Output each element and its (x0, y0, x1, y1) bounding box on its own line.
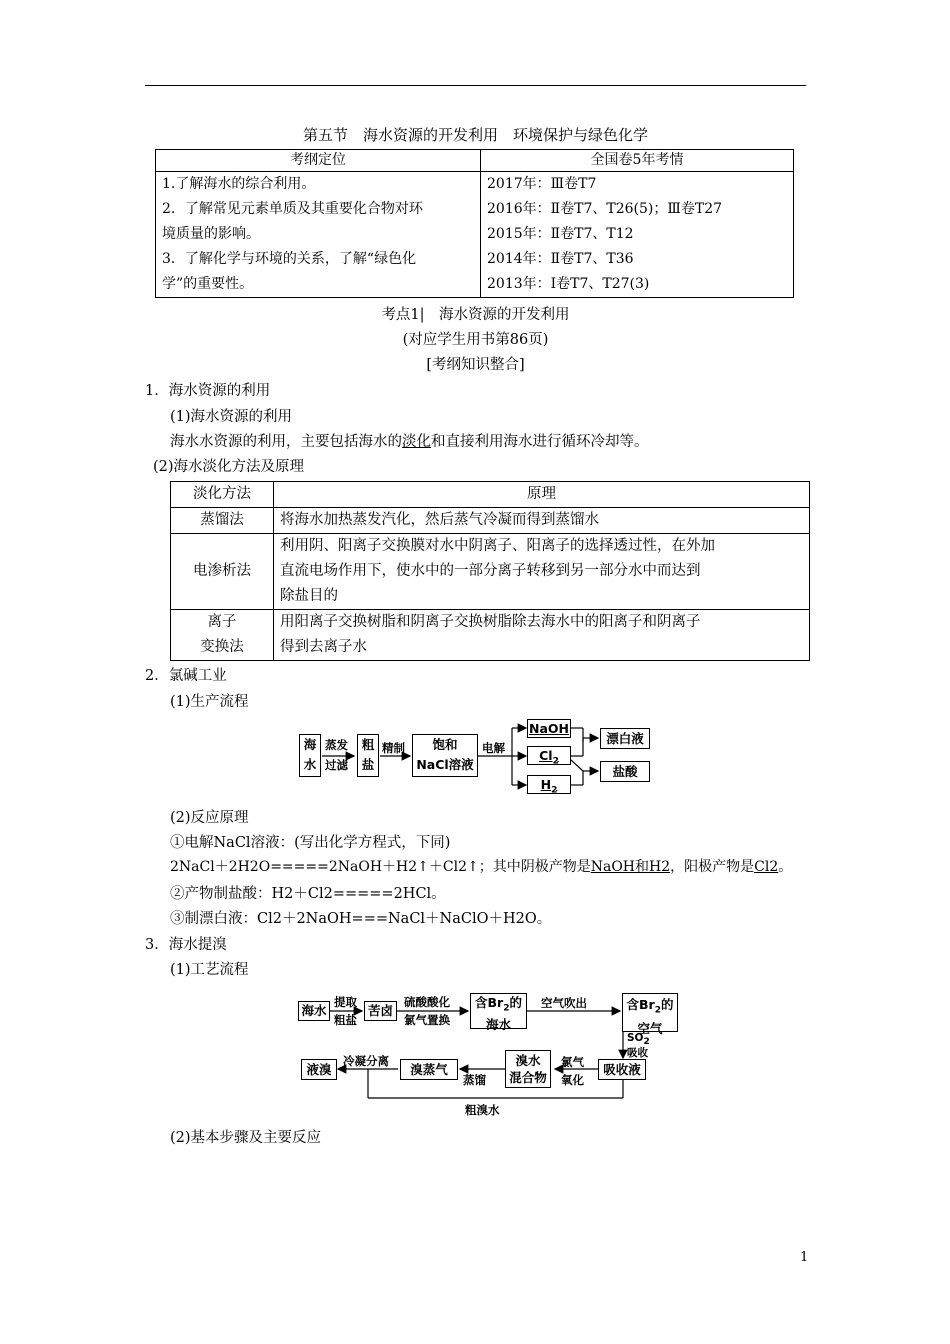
table-row (171, 508, 810, 534)
flow-box-cl2: $Cl_2$ (527, 746, 571, 765)
flow-box-crude-salt: 粗 盐 (357, 734, 379, 777)
dh-principle: 将海水加热蒸发汽化，然后蒸气冷凝而得到蒸馏水 (274, 508, 810, 534)
dh-principle: 用阳离子交换树脂和阴离子交换树脂除去海水中的阳离子和阴离子 得到去离子水 (274, 610, 810, 661)
year-line: 2013年：Ⅰ卷T7、T27(3) (487, 276, 650, 292)
dh-principle: 利用阴、阳离子交换膜对水中阴离子、阳离子的选择透过性，在外加 直流电场作用下，使水中的一部分离子转移到另一部分水中而达到 除盐目的 (274, 534, 810, 610)
br-label-oxidize: 氧化 (561, 1073, 584, 1087)
dh-method: 电渗析法 (171, 534, 274, 610)
dh-header-principle: 原理 (274, 482, 810, 508)
br-box-liquid-bromine: 液溴 (301, 1059, 337, 1080)
bromine-flowchart: 海水 提取 粗盐 苦卤 硫酸酸化 氯气置换 含$Br_2$的 海水 空气吹出 含$Br_2$的 空气 $SO_2$ 吸收 吸收液 氯气 氧化 溴水 混合物 蒸馏 溴蒸气 冷凝分离 液溴 粗溴水 (0, 0, 950, 1344)
kaogang-table (155, 149, 794, 298)
br-label-air-blow: 空气吹出 (541, 996, 587, 1010)
section-1-heading: 1．海水资源的利用 (145, 383, 271, 399)
br-label-absorb: 吸收 (627, 1047, 648, 1059)
br-label-chlorine-replace: 氯气置换 (404, 1013, 450, 1027)
flow-label-evaporate: 蒸发 (325, 738, 348, 752)
flow-box-naoh: NaOH (527, 719, 571, 738)
br-box-absorbent: 吸收液 (598, 1059, 646, 1080)
dh-method: 蒸馏法 (171, 508, 274, 534)
section-1-sub2: (2)海水淡化方法及原理 (153, 459, 305, 475)
br-label-crude-salt: 粗盐 (334, 1013, 357, 1027)
section-bracket: [考纲知识整合] (426, 357, 525, 373)
desalination-table (170, 481, 810, 661)
page-number: 1 (800, 1250, 809, 1265)
page-title: 第五节 海水资源的开发利用 环境保护与绿色化学 (302, 126, 648, 144)
section-1-sub1: (1)海水资源的利用 (170, 409, 293, 425)
section-2-sub1: (1)生产流程 (170, 694, 249, 710)
reaction-line-1: ①电解NaCl溶液：(写出化学方程式，下同) (170, 835, 451, 851)
dh-method: 离子 变换法 (171, 610, 274, 661)
br-label-chlorine: 氯气 (561, 1055, 584, 1069)
flow-box-bleach: 漂白液 (600, 728, 650, 749)
reaction-line-2: 2NaCl＋2H2O=====2NaOH＋H2↑＋Cl2↑；其中阴极产物是NaOH和H2，阳极产物是Cl2。 (170, 859, 793, 875)
table-row (171, 610, 810, 661)
section-1-paragraph: 海水水资源的利用，主要包括海水的淡化和直接利用海水进行循环冷却等。 (170, 434, 649, 450)
flow-box-hcl: 盐酸 (600, 761, 650, 782)
goal-line: 2．了解常见元素单质及其重要化合物对环 (162, 201, 423, 217)
year-line: 2014年：Ⅱ卷T7、T36 (487, 251, 634, 267)
br-box-br2-air: 含$Br_2$的 空气 (622, 993, 678, 1032)
flow-label-filter: 过滤 (325, 758, 348, 772)
flow-label-electrolysis: 电解 (482, 741, 505, 755)
goal-line: 1.了解海水的综合利用。 (162, 176, 316, 192)
goal-line: 境质量的影响。 (162, 226, 260, 242)
section-2-sub2: (2)反应原理 (170, 810, 249, 826)
dh-header-method: 淡化方法 (171, 482, 274, 508)
table-row (171, 534, 810, 610)
flow-box-saturated-nacl: 饱和 NaCl溶液 (412, 734, 478, 777)
kaogang-goals (156, 172, 481, 298)
goal-line: 学”的重要性。 (162, 276, 254, 292)
br-label-distill: 蒸馏 (463, 1073, 486, 1087)
br-box-bromine-water: 溴水 混合物 (505, 1050, 551, 1088)
book-reference: (对应学生用书第86页) (402, 332, 549, 348)
br-label-extract: 提取 (334, 995, 357, 1009)
flow-box-seawater: 海 水 (299, 734, 321, 777)
year-line: 2016年：Ⅱ卷T7、T26(5)；Ⅲ卷T27 (487, 201, 723, 217)
br-box-bromine-vapor: 溴蒸气 (400, 1059, 458, 1080)
br-box-bittern: 苦卤 (364, 1001, 397, 1021)
flow-box-h2: $H_2$ (527, 775, 571, 794)
section-3-heading: 3．海水提溴 (145, 937, 227, 953)
flow-label-refine: 精制 (382, 741, 405, 755)
br-label-condense: 冷凝分离 (343, 1054, 389, 1068)
br-label-acidify: 硫酸酸化 (404, 995, 450, 1009)
kaodian-heading: 考点1| 海水资源的开发利用 (381, 307, 570, 323)
header-rule (145, 85, 806, 86)
kaogang-header-left: 考纲定位 (156, 150, 481, 172)
section-3-sub2: (2)基本步骤及主要反应 (170, 1130, 322, 1146)
section-2-heading: 2．氯碱工业 (145, 668, 227, 684)
reaction-line-3: ②产物制盐酸：H2＋Cl2=====2HCl。 (170, 886, 446, 902)
section-3-sub1: (1)工艺流程 (170, 962, 249, 978)
br-box-seawater: 海水 (298, 1001, 330, 1021)
goal-line: 3．了解化学与环境的关系，了解“绿色化 (162, 251, 417, 267)
kaogang-header-right: 全国卷5年考情 (481, 150, 794, 172)
reaction-line-4: ③制漂白液：Cl2＋2NaOH===NaCl＋NaClO＋H2O。 (170, 911, 552, 927)
br-box-br2-seawater: 含$Br_2$的 海水 (470, 993, 527, 1029)
year-line: 2017年：Ⅲ卷T7 (487, 176, 597, 192)
year-line: 2015年：Ⅱ卷T7、T12 (487, 226, 634, 242)
kaogang-years (481, 172, 794, 298)
br-label-crude-bromine-water: 粗溴水 (465, 1103, 500, 1117)
